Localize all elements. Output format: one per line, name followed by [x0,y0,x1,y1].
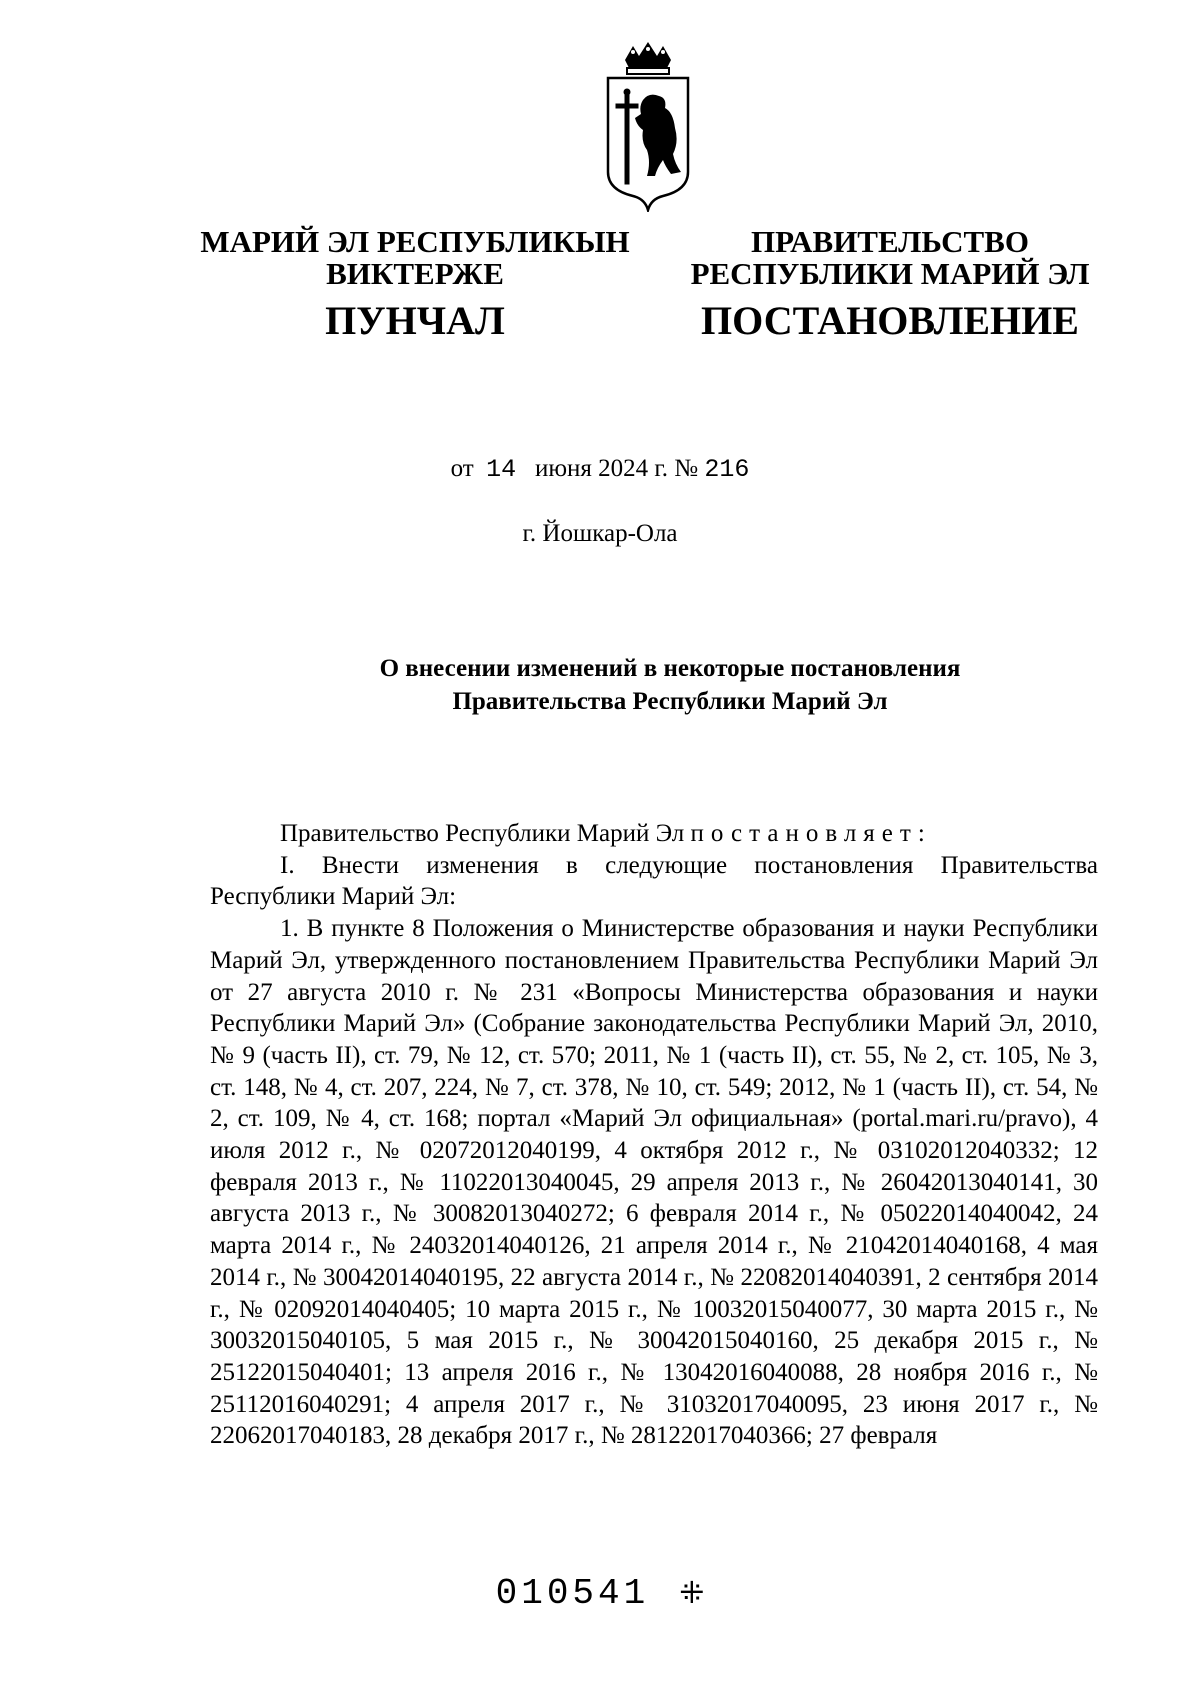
header-right-doc-type: ПОСТАНОВЛЕНИЕ [701,298,1079,343]
date-day: 14 [486,455,517,484]
date-month-year: июня 2024 г. № [534,455,699,482]
crown-icon [625,42,671,74]
header-left-line1: МАРИЙ ЭЛ РЕСПУБЛИКЫН [200,224,630,259]
document-body [210,818,1098,1452]
document-city: г. Йошкар-Ола [522,520,678,547]
intro-paragraph [210,818,1098,850]
header-right-line2: РЕСПУБЛИКИ МАРИЙ ЭЛ [690,256,1090,291]
date-prefix: от [450,455,474,482]
document-number: 216 [704,455,750,484]
title-line1: О внесении изменений в некоторые постановления [379,655,961,682]
serial-number: 010541 [495,1573,650,1614]
title-line2: Правительства Республики Марий Эл [452,688,888,715]
document-title [120,652,1200,718]
item-1: 1. В пункте 8 Положения о Министерстве образования и науки Республики Марий Эл, утвержденного постановлением Правительства Республики Марий Эл от 27 августа 2010 г. № 231 «Вопросы Министерства образования и науки Республики Марий Эл» (Собрание законодательства Республики Марий Эл, 2010, № 9 (часть II), ст. 79, № 12, ст. 570; 2011, № 1 (часть II), ст. 55, № 2, ст. 105, № 3, ст. 148, № 4, ст. 207, 224, № 7, ст. 378, № 10, ст. 549; 2012, № 1 (часть II), ст. 54, № 2, ст. 109, № 4, ст. 168; портал «Марий Эл официальная» (portal.mari.ru/pravo), 4 июля 2012 г., № 02072012040199, 4 октября 2012 г., № 03102012040332; 12 февраля 2013 г., № 11022013040045, 29 апреля 2013 г., № 26042013040141, 30 августа 2013 г., № 30082013040272; 6 февраля 2014 г., № 05022014040042, 24 марта 2014 г., № 24032014040126, 21 апреля 2014 г., № 21042014040168, 4 мая 2014 г., № 30042014040195, 22 августа 2014 г., № 22082014040391, 2 сентября 2014 г., № 02092014040405; 10 марта 2015 г., № 10032015040077, 30 марта 2015 г., № 30032015040105, 5 мая 2015 г., № 30042015040160, 25 декабря 2015 г., № 25122015040401; 13 апреля 2016 г., № 13042016040088, 28 ноября 2016 г., № 25112016040291; 4 апреля 2017 г., № 31032017040095, 23 июня 2017 г., № 22062017040183, 28 декабря 2017 г., № 28122017040366; 27 февраля [210,915,1098,1450]
intro-verb: постановляет: [690,820,932,847]
header-left-doc-type: ПУНЧАЛ [325,298,505,343]
header-right-line1: ПРАВИТЕЛЬСТВО [751,224,1029,259]
intro-lead: Правительство Республики Марий Эл [280,820,685,847]
item-roman-1: I. Внести изменения в следующие постановления Правительства Республики Марий Эл: [210,851,1098,911]
coat-of-arms-mari-el-icon [603,42,693,212]
document-date [0,455,1200,484]
form-serial-number [0,1573,1200,1614]
ornament-mark-icon: ⁜ [679,1576,705,1611]
header-left-line2: ВИКТЕРЖЕ [326,256,504,291]
